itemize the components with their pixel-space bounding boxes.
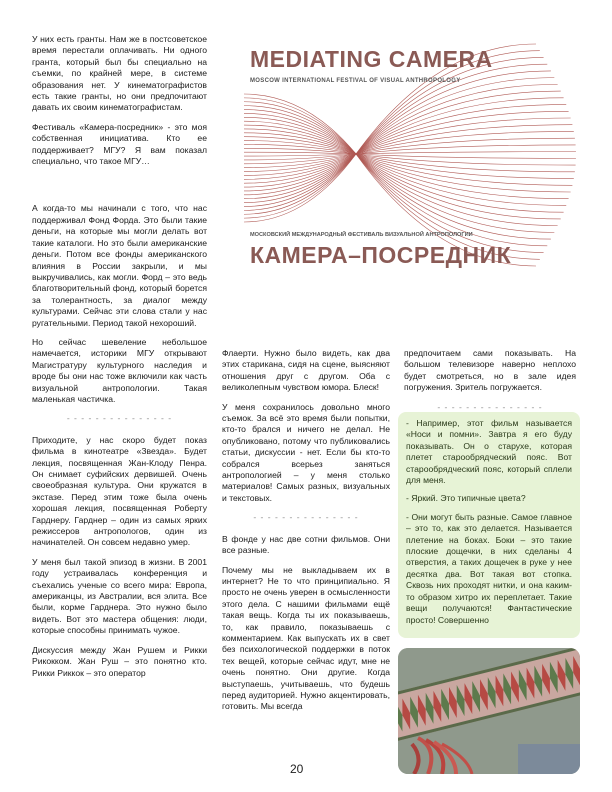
woven-belt-image	[398, 648, 580, 774]
poster-fan-line-right	[356, 152, 576, 154]
paragraph: Фестиваль «Камера-посредник» - это моя собственная инициатива. Кто ее поддерживает? МГУ? Я вам показал специально, что такое МГУ…	[32, 121, 207, 167]
poster-russian-subtitle: МОСКОВСКИЙ МЕЖДУНАРОДНЫЙ ФЕСТИВАЛЬ ВИЗУАЛЬНОЙ АНТРОПОЛОГИИ	[250, 232, 473, 238]
paragraph: А когда-то мы начинали с того, что нас поддерживал Фонд Форда. Это были такие деньги, на которые мы могли делать вот такие каталоги. Но это были американские деньги. Потом все фонды американского влияния в России закрыли, и мы выкручивались, как могли. Форд – это ведь благотворительный фонд, который борется за толерантность, за диалог между культурами. Сейчас эти слова стали у нас ругательными. Период такой нехороший.	[32, 203, 207, 328]
paragraph: Приходите, у нас скоро будет показ фильма в кинотеатре «Звезда». Будет лекция, посвященная Жан-Клоду Пенра. Он снимает суфийских дервишей. Очень своеобразная культура. Они кружатся в экстазе. Перед этим тоже была очень хорошая лекция, посвященная Роберту Гарднеру. Гарднер – один из самых ярких режиссеров антропологов, один из начинателей. Он совсем недавно умер.	[32, 434, 207, 548]
quote-paragraph: - Например, этот фильм называется «Носи и помни». Завтра я его буду показывать. Он о старухе, которая плетет старообрядческий пояс. Вот старообрядческий пояс, который сплели для меня.	[406, 418, 572, 486]
paragraph: предпочитаем сами показывать. На большом телевизоре наверно неплохо будет смотреться, но в зале идея погружения. Зритель погружается.	[404, 348, 576, 393]
quote-paragraph: - Они могут быть разные. Самое главное – это то, как это делается. Называется плетение на боках. Боки – это такие плоские дощечки, в них сделаны 4 отверстия, а таких дощечек в руке у нее десятка два. Вот такая вот стопка. Сквозь них проходят нитки, и она каким-то образом хитро их переплетает. Такие вещи получаются! Фантастические просто! Совершенно	[406, 511, 572, 625]
divider: - - - - - - - - - - - - - - -	[253, 512, 359, 523]
poster-title: MEDIATING CAMERA	[250, 46, 493, 72]
paragraph: Почему мы не выкладываем их в интернет? Не то что принципиально. Я просто не очень уверен в осмысленности этого дела. С нашими фильмами ещё такая вещь. Когда ты их показываешь, то, как правило, показываешь с комментарием. Как выпускать их в свет без психологической поддержки в поток тех вещей, которые сейчас идут, мне не очень понятно. Они другие. Когда выступаешь, учитываешь, что будешь перед аудиторией. Нужно акцентировать, готовить. Мы всегда	[222, 564, 390, 712]
poster-fan-line-right	[356, 154, 561, 219]
text-column-1	[32, 34, 207, 687]
divider: - - - - - - - - - - - - - - -	[437, 401, 543, 412]
interview-quote-box	[398, 412, 580, 638]
paragraph: Дискуссия между Жан Рушем и Рикки Рикокком. Жан Руш – это понятно кто. Рикки Риккок – это оператор	[32, 644, 207, 678]
quote-paragraph: - Яркий. Это типичные цвета?	[406, 493, 526, 504]
poster-fan-line-right	[356, 154, 554, 232]
paragraph: Флаерти. Нужно было видеть, как два этих старикана, сидя на сцене, выясняют отношения друг с другом. Оба с великолепным чувством юмора. Блеск!	[222, 348, 390, 393]
paragraph: У меня сохранилось довольно много съемок. За всё это время были попытки, кто-то брался и ничего не делал. Не опубликовано, потому что публиковались статьи, дискуссии - нет. Если бы кто-то собрался всерьез заняться антропологией – у меня столько материалов! Самых разных, визуальных и текстовых.	[222, 401, 390, 503]
poster-fan-line-right	[356, 154, 551, 239]
woven-belt-photo	[398, 648, 580, 774]
paragraph: У них есть гранты. Нам же в постсоветское время перестали оплачивать. Ни одного гранта, который был бы специально на съемки, по крайней мере, в системе образования нет. У кинематографистов есть такие гранты, но они предпочитают давать их своим кинематографистам.	[32, 34, 207, 113]
text-column-2	[222, 348, 390, 721]
poster-subtitle: MOSCOW INTERNATIONAL FESTIVAL OF VISUAL ANTHROPOLOGY	[250, 78, 461, 84]
page-number: 20	[290, 762, 304, 776]
paragraph: У меня был такой эпизод в жизни. В 2001 году устраивалась конференция и съехались ученые со всего мира: Европа, американцы, из Австралии, вся элита. Все были, корме Гарднера. Это нужно было видеть. Вот это мастера общения: люди, которые способны принимать чужое.	[32, 556, 207, 636]
paragraph: Но сейчас шевеление небольшое намечается, историки МГУ открывают Магистратуру культурного наследия и вроде бы они нас тоже включили как часть визуальной антропологии. Такая маленькая частичка.	[32, 336, 207, 404]
divider: - - - - - - - - - - - - - - -	[66, 413, 173, 424]
poster-russian-title: КАМЕРА–ПОСРЕДНИК	[250, 242, 512, 268]
paragraph: В фонде у нас две сотни фильмов. Они все разные.	[222, 533, 390, 556]
festival-poster	[236, 36, 586, 274]
poster-fan-line-left	[244, 154, 356, 203]
